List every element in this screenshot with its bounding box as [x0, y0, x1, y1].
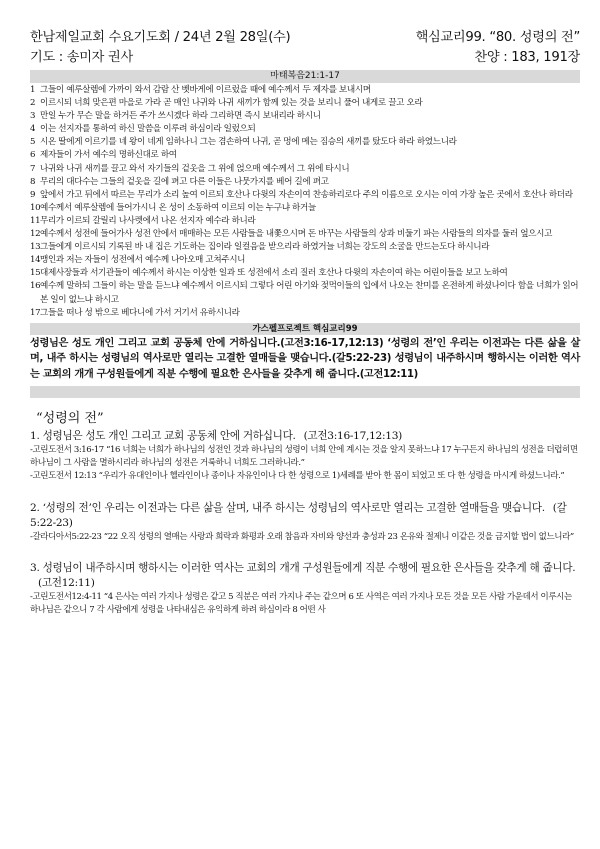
scripture-quote: -고린도전서12:4-11 “4 은사는 여러 가지나 성령은 같고 5 직분은 여러 가지나 주는 같으며 6 또 사역은 여러 가지나 모든 것을 모든 사람 가운데서 이루시는 하나님은 같으니 7 각 사람에게 성령을 나타내심은 유익하게 하려 하심이라 8 어떤 사 — [30, 591, 572, 616]
verse-text: 만일 누가 무슨 말을 하거든 주가 쓰시겠다 하라 그리하면 즉시 보내리라 하시니 — [40, 111, 321, 122]
verse-text: 그들이 예루살렘에 가까이 와서 감람 산 벳바게에 이르렀을 때에 예수께서 두 제자를 보내시며 — [40, 85, 371, 95]
verse-text: 무리의 대다수는 그들의 겉옷을 길에 펴고 다른 이들은 나뭇가지를 베어 길에 펴고 — [40, 176, 329, 187]
verse-number: 15 — [30, 268, 41, 279]
verse-line — [30, 136, 580, 149]
verse-line — [30, 110, 580, 123]
sermon-points — [30, 429, 580, 617]
verse-text: 맹인과 저는 자들이 성전에서 예수께 나아오매 고쳐주시니 — [40, 255, 246, 266]
verse-number: 11 — [30, 215, 41, 226]
sermon-title: “성령의 전” — [36, 411, 104, 427]
verse-number: 17 — [30, 307, 41, 318]
sermon-point — [30, 561, 580, 617]
verse-text: 무리가 이르되 갈릴리 나사렛에서 나온 선지자 예수라 하니라 — [40, 215, 256, 226]
bulletin-page — [30, 28, 580, 617]
sermon-point — [30, 429, 580, 484]
verse-line — [30, 307, 580, 320]
verse-line — [30, 176, 580, 189]
verse-text: 예수께서 예루살렘에 들어가시니 온 성이 소동하여 이르되 이는 누구냐 하거늘 — [40, 202, 316, 213]
point-heading-text: 2. ‘성령의 전’인 우리는 이전과는 다른 삶을 살며, 내주 하시는 성령님의 역사로만 열리는 고결한 열매들을 맺습니다. — [30, 501, 545, 514]
verse-text: 시온 딸에게 이르기를 네 왕이 네게 임하나니 그는 겸손하여 나귀, 곧 멍에 메는 짐승의 새끼를 탔도다 하라 하였느니라 — [40, 137, 457, 148]
verse-number: 8 — [30, 176, 36, 187]
verse-text: 이르시되 너희 맞은편 마을로 가라 곧 매인 나귀와 나귀 새끼가 함께 있는 것을 보리니 풀어 내게로 끌고 오라 — [40, 98, 423, 109]
verse-line — [30, 163, 580, 176]
verse-line — [30, 84, 580, 97]
divider-band — [30, 386, 580, 398]
hymn-numbers: 찬양 : 183, 191장 — [474, 50, 580, 65]
scripture-verses — [30, 84, 580, 320]
point-reference: (갈5:22-23) — [30, 501, 567, 529]
verse-line — [30, 202, 580, 215]
point-spacer — [30, 544, 580, 559]
point-reference: (고전3:16-17,12:13) — [303, 430, 402, 443]
scripture-quote: -고린도전서 12:13 “우리가 유대인이나 헬라인이나 종이나 자유인이나 다 한 성령으로 1)세례를 받아 한 몸이 되었고 또 다 한 성령을 마시게 하셨느니라.” — [30, 471, 565, 482]
verse-number: 1 — [30, 85, 36, 95]
verse-number: 3 — [30, 111, 36, 122]
doctrine-summary: 성령님은 성도 개인 그리고 교회 공동체 안에 거하십니다.(고전3:16-17,12:13) ‘성령의 전’인 우리는 이전과는 다른 삶을 살며, 내주 하시는 성령님의 역사로만 열리는 고결한 열매들을 맺습니다.(갈5:22-23) 성령님이 내주하시며 행하시는 이러한 역사는 교회의 개개 구성원들에게 직분 수행에 필요한 은사들을 갖추게 해 줍니다.(고전12:11) — [30, 337, 580, 381]
church-service-title: 한남제일교회 수요기도회 / 24년 2월 28일(수) — [30, 30, 291, 45]
verse-number: 16 — [30, 281, 41, 292]
point-spacer — [30, 484, 580, 499]
verse-text: 그들에게 이르시되 기록된 바 내 집은 기도하는 집이라 일컬음을 받으리라 하였거늘 너희는 강도의 소굴을 만드는도다 하시니라 — [40, 242, 490, 253]
point-heading — [30, 561, 580, 591]
verse-text: 대제사장들과 서기관들이 예수께서 하시는 이상한 일과 또 성전에서 소리 질러 호산나 다윗의 자손이여 하는 어린이들을 보고 노하여 — [40, 268, 508, 279]
verse-line — [30, 123, 580, 136]
verse-number: 9 — [30, 189, 36, 200]
verse-line — [30, 189, 580, 202]
verse-text: 예수께 말하되 그들이 하는 말을 듣느냐 예수께서 이르시되 그렇다 어린 아기와 젖먹이들의 입에서 나오는 찬미를 온전하게 하셨나이다 함을 너희가 읽어 본 일이 없느냐 하시고 — [40, 281, 579, 305]
verse-line — [30, 254, 580, 267]
header-row-1 — [30, 28, 580, 48]
verse-text: 그들을 떠나 성 밖으로 베다니에 가서 거기서 유하시니라 — [40, 307, 240, 318]
verse-line — [30, 228, 580, 241]
verse-text: 나귀와 나귀 새끼를 끌고 와서 자기들의 겉옷을 그 위에 얹으매 예수께서 그 위에 타시니 — [40, 163, 350, 174]
verse-line — [30, 267, 580, 280]
verse-number: 14 — [30, 255, 41, 266]
prayer-leader: 기도 : 송미자 권사 — [30, 50, 133, 65]
verse-number: 10 — [30, 202, 41, 213]
doctrine-topic: 핵심교리99. “80. 성령의 전” — [415, 30, 580, 45]
scripture-quote: -갈라디아서5:22-23 “22 오직 성령의 열매는 사랑과 희락과 화평과 오래 참음과 자비와 양선과 충성과 23 온유와 절제니 이같은 것을 금지할 법이 없느니라” — [30, 531, 574, 542]
doctrine-title: 가스펠프로젝트 핵심교리99 — [30, 323, 580, 335]
verse-line — [30, 280, 580, 306]
point-heading — [30, 501, 580, 531]
verse-text: 제자들이 가서 예수의 명하신대로 하여 — [40, 150, 177, 161]
point-heading-text: 3. 성령님이 내주하시며 행하시는 이러한 역사는 교회의 개개 구성원들에게 직분 수행에 필요한 은사들을 갖추게 해 줍니다. — [30, 561, 576, 574]
sermon-point — [30, 501, 580, 544]
reading-title: 마태복음21:1-17 — [30, 70, 580, 83]
verse-number: 6 — [30, 150, 36, 161]
verse-number: 2 — [30, 98, 36, 109]
scripture-quote: -고린도전서 3:16-17 “16 너희는 너희가 하나님의 성전인 것과 하나님의 성령이 너희 안에 계시는 것을 알지 못하느냐 17 누구든지 하나님의 성전을 더럽히면 하나님이 그 사람을 멸하시리라 하나님의 성전은 거룩하니 너희도 그러하니라.” — [30, 445, 578, 469]
point-heading-text: 1. 성령님은 성도 개인 그리고 교회 공동체 안에 거하십니다. — [30, 430, 296, 443]
verse-number: 13 — [30, 242, 41, 253]
verse-number: 4 — [30, 124, 36, 135]
verse-line — [30, 215, 580, 228]
verse-line — [30, 97, 580, 110]
verse-number: 7 — [30, 163, 36, 174]
verse-number: 5 — [30, 137, 36, 148]
verse-text: 이는 선지자를 통하여 하신 말씀을 이루려 하심이라 일렀으되 — [40, 124, 256, 135]
point-reference: (고전12:11) — [38, 576, 95, 589]
verse-line — [30, 149, 580, 162]
point-heading — [30, 429, 580, 444]
verse-line — [30, 241, 580, 254]
verse-number: 12 — [30, 229, 41, 240]
verse-text: 예수께서 성전에 들어가사 성전 안에서 매매하는 모든 사람들을 내쫓으시며 돈 바꾸는 사람들의 상과 비둘기 파는 사람들의 의자를 둘러 엎으시고 — [40, 229, 553, 240]
verse-text: 앞에서 가고 뒤에서 따르는 무리가 소리 높여 이르되 호산나 다윗의 자손이여 찬송하리로다 주의 이름으로 오시는 이여 가장 높은 곳에서 호산나 하더라 — [40, 189, 573, 200]
header-row-2 — [30, 48, 580, 68]
